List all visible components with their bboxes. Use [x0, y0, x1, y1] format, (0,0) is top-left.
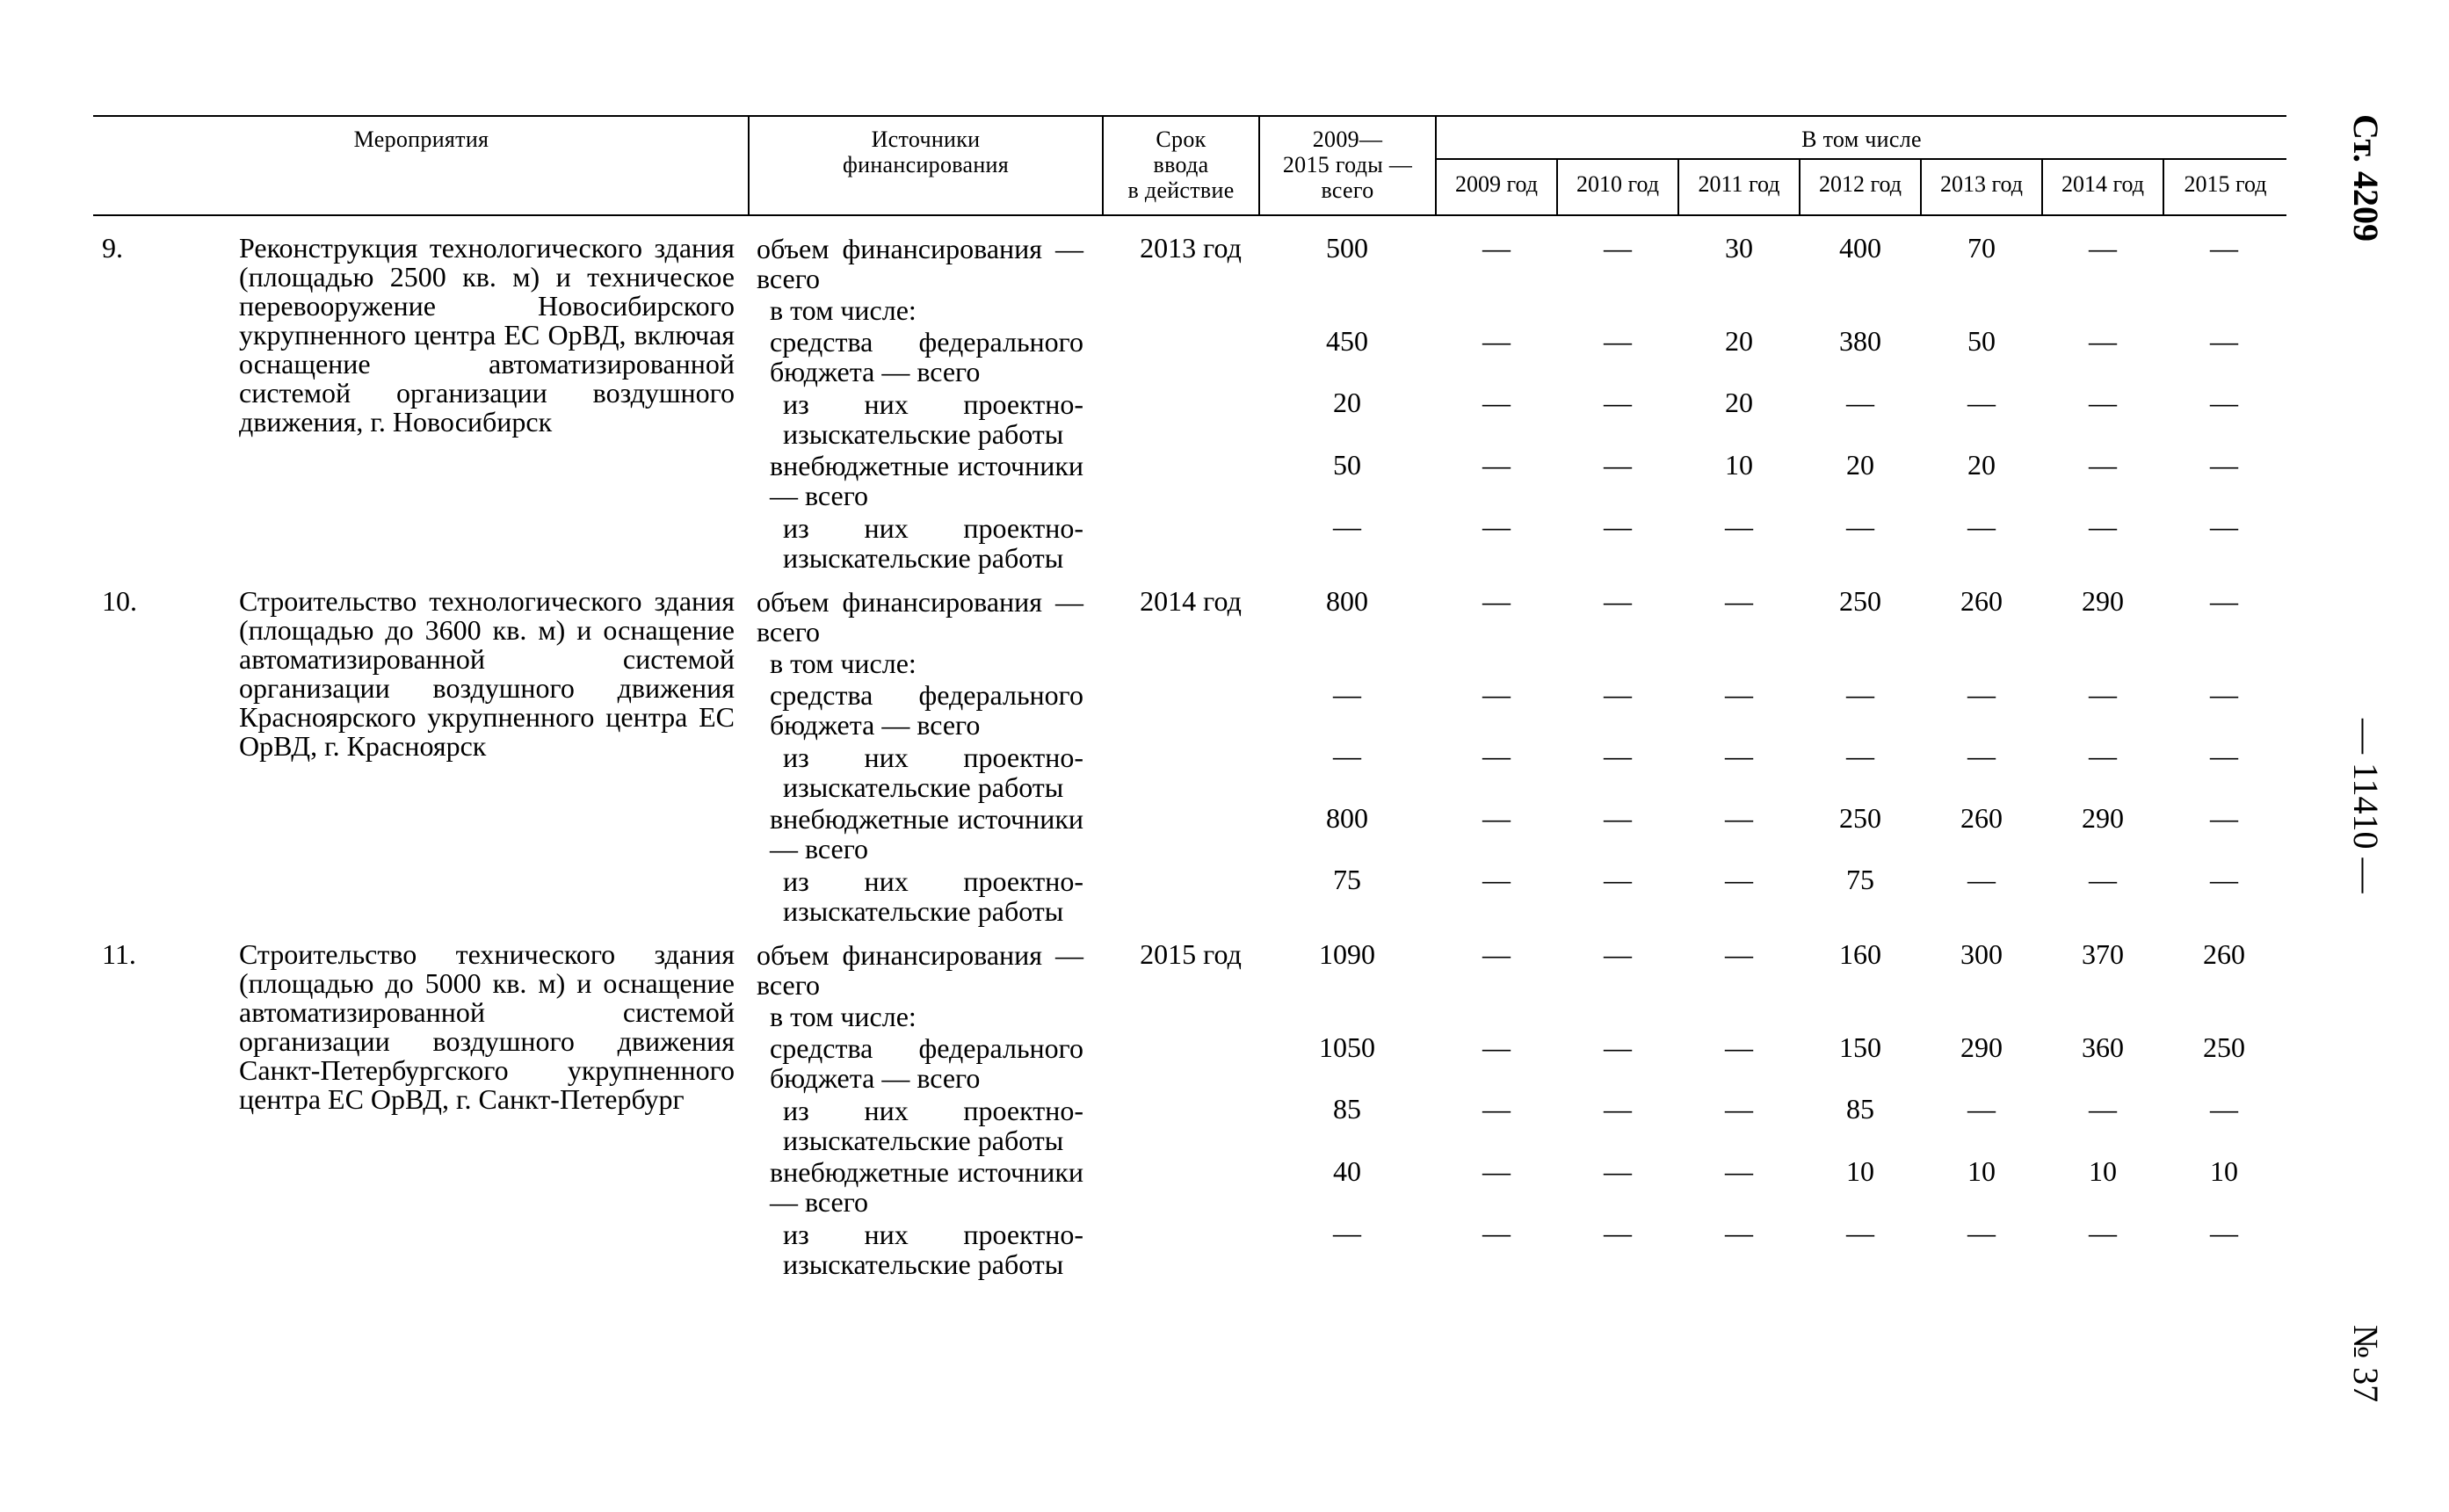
value-year: 10 [2089, 1155, 2117, 1187]
source-total: объем финансирования — всего [757, 586, 1083, 647]
value-year: 370 [2082, 938, 2124, 970]
value-year: — [2089, 387, 2117, 418]
header-year: 2013 год [1940, 171, 2023, 197]
header-term [1104, 127, 1258, 203]
header-total [1260, 127, 1435, 203]
value-year: — [1967, 740, 1996, 771]
value-year: — [2210, 1217, 2238, 1248]
value-year: — [1846, 678, 1874, 710]
value-year: — [1604, 802, 1632, 834]
value-year: — [1604, 449, 1632, 481]
header-bottom-rule [93, 214, 2286, 216]
value-year: — [2089, 740, 2117, 771]
source-including: в том числе: [770, 647, 917, 679]
value-year: 260 [1960, 802, 2003, 834]
value-year: 250 [1839, 802, 1881, 834]
source-including: в том числе: [770, 294, 917, 326]
header-total-line: 2015 годы — [1282, 152, 1413, 177]
value-year: — [1967, 864, 1996, 895]
header-year: 2009 год [1455, 171, 1538, 197]
header-sources-line: Источники [871, 127, 981, 152]
value-total: 800 [1326, 802, 1368, 834]
value-year: 30 [1725, 232, 1753, 264]
value-year: — [1482, 802, 1511, 834]
value-total: 1090 [1319, 938, 1375, 970]
header-top-rule [93, 115, 2286, 117]
value-year: — [1967, 1217, 1996, 1248]
header-including: В том числе [1801, 127, 1922, 152]
header-year: 2015 год [2184, 171, 2267, 197]
header-sources-line: финансирования [842, 152, 1010, 177]
value-year: 290 [2082, 802, 2124, 834]
value-year: — [1604, 1155, 1632, 1187]
value-year: — [2210, 585, 2238, 617]
value-year: 380 [1839, 325, 1881, 357]
header-year: 2010 год [1576, 171, 1659, 197]
header-year: 2014 год [2061, 171, 2144, 197]
value-total: — [1333, 510, 1361, 542]
value-year: — [1482, 387, 1511, 418]
source-federal: средства федерального бюджета — всего [770, 679, 1083, 741]
value-year: — [1482, 740, 1511, 771]
header-term-line: в действие [1127, 177, 1235, 203]
header-year: 2012 год [1819, 171, 1902, 197]
value-year: 260 [2203, 938, 2245, 970]
value-year: — [1604, 510, 1632, 542]
row-description: Реконструкция технологического здания (площадью 2500 кв. м) и техническое перевооружение Новосибирского укрупненного центра ЕС ОрВД, включая оснащение автоматизированной системой организации воздушного движения, г. Новосибирск [239, 232, 735, 438]
source-federal: средства федерального бюджета — всего [770, 326, 1083, 387]
row-term: 2015 год [1140, 938, 1242, 970]
value-year: 50 [1967, 325, 1996, 357]
value-year: 10 [2210, 1155, 2238, 1187]
value-year: — [1482, 678, 1511, 710]
value-year: — [1482, 325, 1511, 357]
value-year: — [2210, 325, 2238, 357]
source-federal-design: из них проектно-изыскательские работы [783, 742, 1083, 803]
source-total: объем финансирования — всего [757, 939, 1083, 1001]
value-year: 300 [1960, 938, 2003, 970]
source-total: объем финансирования — всего [757, 233, 1083, 294]
value-year: 20 [1725, 325, 1753, 357]
value-year: — [1967, 387, 1996, 418]
value-year: 20 [1846, 449, 1874, 481]
value-year: 10 [1846, 1155, 1874, 1187]
header-mid-rule [1435, 158, 2286, 160]
value-year: 290 [2082, 585, 2124, 617]
value-total: 1050 [1319, 1031, 1375, 1063]
value-year: 20 [1725, 387, 1753, 418]
value-year: — [1604, 585, 1632, 617]
value-year: — [1967, 1093, 1996, 1125]
value-year: — [1725, 1031, 1753, 1063]
row-term: 2013 год [1140, 232, 1242, 264]
value-year: 290 [1960, 1031, 2003, 1063]
value-total: — [1333, 740, 1361, 771]
source-including: в том числе: [770, 1001, 917, 1032]
header-measures: Мероприятия [353, 127, 489, 152]
value-year: — [1725, 1217, 1753, 1248]
value-total: — [1333, 1217, 1361, 1248]
value-year: — [2210, 802, 2238, 834]
value-year: — [1846, 387, 1874, 418]
header-year: 2011 год [1698, 171, 1780, 197]
source-extrabudget-design: из них проектно-изыскательские работы [783, 865, 1083, 927]
value-year: — [2210, 510, 2238, 542]
value-year: 250 [2203, 1031, 2245, 1063]
value-year: — [2210, 864, 2238, 895]
header-term-line: ввода [1153, 152, 1209, 177]
value-year: — [1725, 740, 1753, 771]
value-year: — [1482, 1217, 1511, 1248]
value-year: — [1482, 232, 1511, 264]
value-year: — [2210, 449, 2238, 481]
value-year: — [1482, 1031, 1511, 1063]
value-year: 10 [1725, 449, 1753, 481]
source-extrabudget-design: из них проектно-изыскательские работы [783, 1219, 1083, 1280]
value-year: — [1967, 510, 1996, 542]
source-extrabudget: внебюджетные источники — всего [770, 450, 1083, 511]
value-year: — [2089, 325, 2117, 357]
value-year: — [1725, 1155, 1753, 1187]
source-federal-design: из них проектно-изыскательские работы [783, 388, 1083, 450]
value-year: — [2089, 1093, 2117, 1125]
value-year: — [1604, 325, 1632, 357]
value-year: — [1482, 1155, 1511, 1187]
value-year: — [2089, 864, 2117, 895]
value-total: 500 [1326, 232, 1368, 264]
value-year: — [1482, 864, 1511, 895]
value-year: — [1604, 1093, 1632, 1125]
value-year: — [1482, 510, 1511, 542]
row-number: 9. [102, 232, 123, 264]
page-number: — 11410 — [2346, 719, 2386, 893]
value-year: — [1725, 510, 1753, 542]
header-sources [750, 127, 1102, 177]
source-federal: средства федерального бюджета — всего [770, 1032, 1083, 1094]
value-year: — [1725, 802, 1753, 834]
value-year: — [2210, 387, 2238, 418]
row-number: 10. [102, 585, 137, 617]
value-year: — [2089, 449, 2117, 481]
issue-number: № 37 [2346, 1325, 2386, 1403]
row-description: Строительство технического здания (площадью до 5000 кв. м) и оснащение автоматизированной системой организации воздушного движения Санкт-Петербургского укрупненного центра ЕС ОрВД, г. Санкт-Петербург [239, 938, 735, 1115]
value-total: 800 [1326, 585, 1368, 617]
value-total: 20 [1333, 387, 1361, 418]
value-year: 85 [1846, 1093, 1874, 1125]
value-total: — [1333, 678, 1361, 710]
article-number: Ст. 4209 [2346, 114, 2386, 242]
value-year: — [1604, 1031, 1632, 1063]
value-year: — [1604, 1217, 1632, 1248]
value-year: — [2089, 1217, 2117, 1248]
value-year: — [1482, 585, 1511, 617]
value-year: — [2210, 678, 2238, 710]
value-year: — [1846, 510, 1874, 542]
value-year: — [2089, 678, 2117, 710]
value-year: 400 [1839, 232, 1881, 264]
value-year: — [2210, 232, 2238, 264]
source-federal-design: из них проектно-изыскательские работы [783, 1095, 1083, 1156]
value-year: — [1604, 678, 1632, 710]
header-term-line: Срок [1156, 127, 1206, 152]
value-year: 360 [2082, 1031, 2124, 1063]
value-total: 40 [1333, 1155, 1361, 1187]
value-year: — [2210, 740, 2238, 771]
row-term: 2014 год [1140, 585, 1242, 617]
value-year: 75 [1846, 864, 1874, 895]
header-total-line: всего [1321, 177, 1374, 203]
value-year: — [1846, 740, 1874, 771]
value-year: — [1604, 232, 1632, 264]
value-year: — [1967, 678, 1996, 710]
value-year: — [2089, 232, 2117, 264]
value-year: — [1725, 585, 1753, 617]
value-year: — [1604, 740, 1632, 771]
value-year: 10 [1967, 1155, 1996, 1187]
header-total-line: 2009— [1312, 127, 1383, 152]
row-description: Строительство технологического здания (площадью до 3600 кв. м) и оснащение автоматизированной системой организации воздушного движения Красноярского укрупненного центра ЕС ОрВД, г. Красноярск [239, 585, 735, 762]
value-year: 260 [1960, 585, 2003, 617]
value-year: — [1604, 864, 1632, 895]
value-year: 70 [1967, 232, 1996, 264]
source-extrabudget: внебюджетные источники — всего [770, 803, 1083, 865]
value-year: — [1725, 864, 1753, 895]
value-total: 75 [1333, 864, 1361, 895]
value-year: — [1725, 938, 1753, 970]
value-year: — [1725, 1093, 1753, 1125]
value-year: — [1604, 387, 1632, 418]
value-year: — [1604, 938, 1632, 970]
row-number: 11. [102, 938, 136, 970]
value-total: 85 [1333, 1093, 1361, 1125]
value-total: 50 [1333, 449, 1361, 481]
source-extrabudget: внебюджетные источники — всего [770, 1156, 1083, 1218]
source-extrabudget-design: из них проектно-изыскательские работы [783, 512, 1083, 574]
value-year: — [2210, 1093, 2238, 1125]
value-year: 250 [1839, 585, 1881, 617]
value-year: — [1846, 1217, 1874, 1248]
value-year: — [1725, 678, 1753, 710]
value-total: 450 [1326, 325, 1368, 357]
value-year: 160 [1839, 938, 1881, 970]
value-year: 150 [1839, 1031, 1881, 1063]
value-year: — [1482, 1093, 1511, 1125]
value-year: 20 [1967, 449, 1996, 481]
value-year: — [1482, 449, 1511, 481]
value-year: — [2089, 510, 2117, 542]
value-year: — [1482, 938, 1511, 970]
